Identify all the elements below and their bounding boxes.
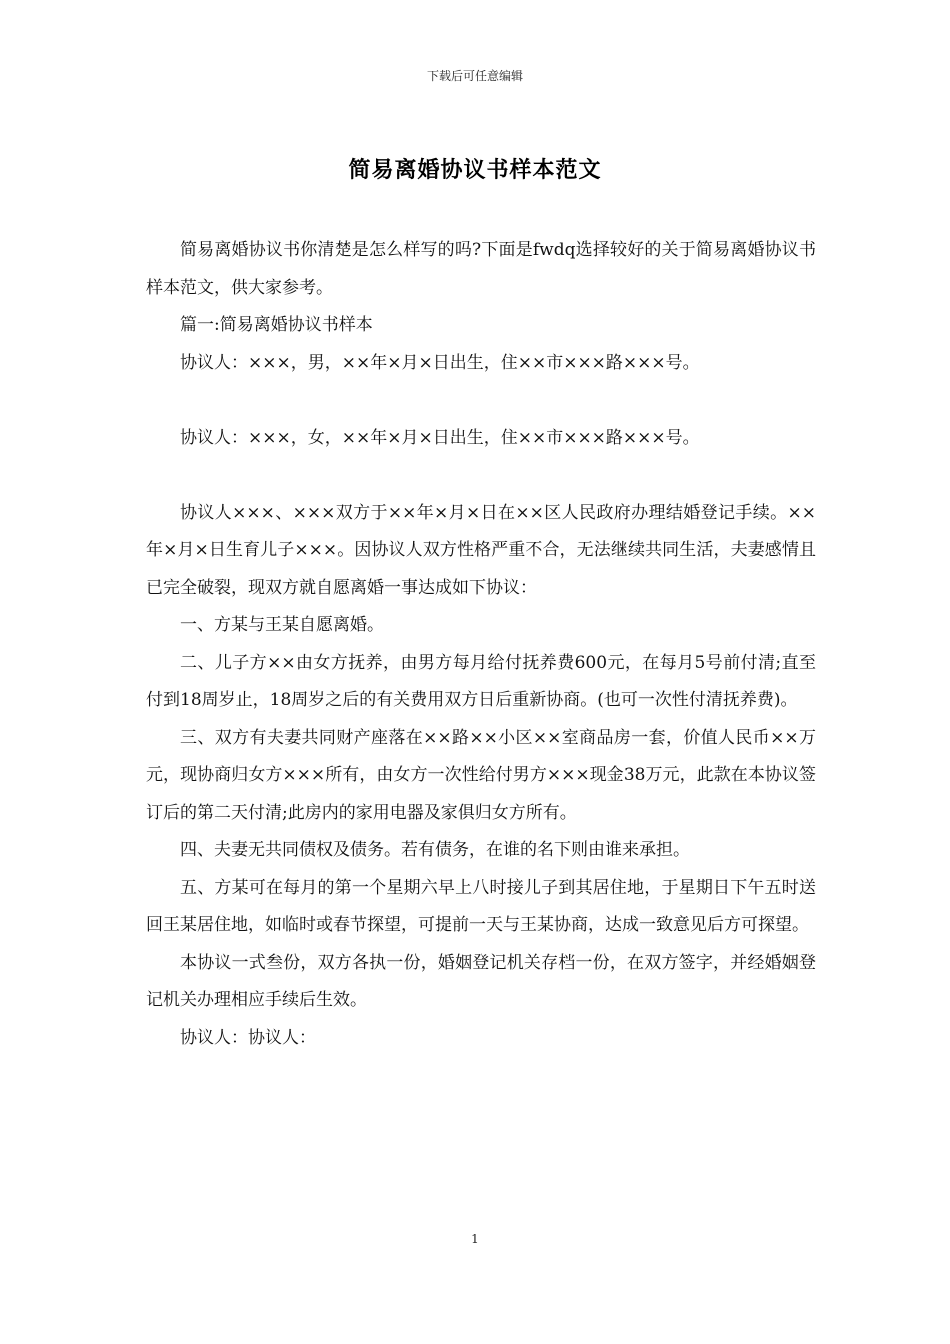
copies-clause: 本协议一式叁份，双方各执一份，婚姻登记机关存档一份，在双方签字，并经婚姻登记机关办理相应手续后生效。 (146, 952, 816, 1010)
clause-3: 三、双方有夫妻共同财产座落在××路××小区××室商品房一套，价值人民币××万元，现协商归女方×××所有，由女方一次性给付男方×××现金38万元，此款在本协议签订后的第二天付清;此房内的家用电器及家俱归女方所有。 (146, 727, 816, 823)
clause-4: 四、夫妻无共同债权及债务。若有债务，在谁的名下则由谁来承担。 (180, 840, 690, 860)
page-number: 1 (471, 1232, 479, 1246)
party-line-female: 协议人：×××，女，××年×月×日出生，住××市×××路×××号。 (180, 427, 700, 448)
signature-line: 协议人：协议人： (180, 1027, 316, 1048)
party-line-male: 协议人：×××，男，××年×月×日出生，住××市×××路×××号。 (180, 352, 700, 373)
clause-1: 一、方某与王某自愿离婚。 (180, 615, 384, 635)
agreement-preamble: 协议人×××、×××双方于××年×月×日在××区人民政府办理结婚登记手续。××年×月×日生育儿子×××。因协议人双方性格严重不合，无法继续共同生活，夫妻感情且已完全破裂，现双方就自愿离婚一事达成如下协议： (146, 502, 816, 598)
document-title: 简易离婚协议书样本范文 (348, 157, 602, 183)
clause-2: 二、儿子方××由女方抚养，由男方每月给付抚养费600元，在每月5号前付清;直至付到18周岁止，18周岁之后的有关费用双方日后重新协商。(也可一次性付清抚养费)。 (146, 652, 816, 710)
intro-paragraph: 简易离婚协议书你清楚是怎么样写的吗?下面是fwdq选择较好的关于简易离婚协议书样本范文，供大家参考。 (146, 240, 816, 298)
clause-5: 五、方某可在每月的第一个星期六早上八时接儿子到其居住地，于星期日下午五时送回王某居住地，如临时或春节探望，可提前一天与王某协商，达成一致意见后方可探望。 (146, 877, 816, 935)
section-heading: 篇一:简易离婚协议书样本 (180, 315, 373, 335)
document-body (146, 232, 816, 1057)
header-note: 下载后可任意编辑 (426, 69, 523, 83)
